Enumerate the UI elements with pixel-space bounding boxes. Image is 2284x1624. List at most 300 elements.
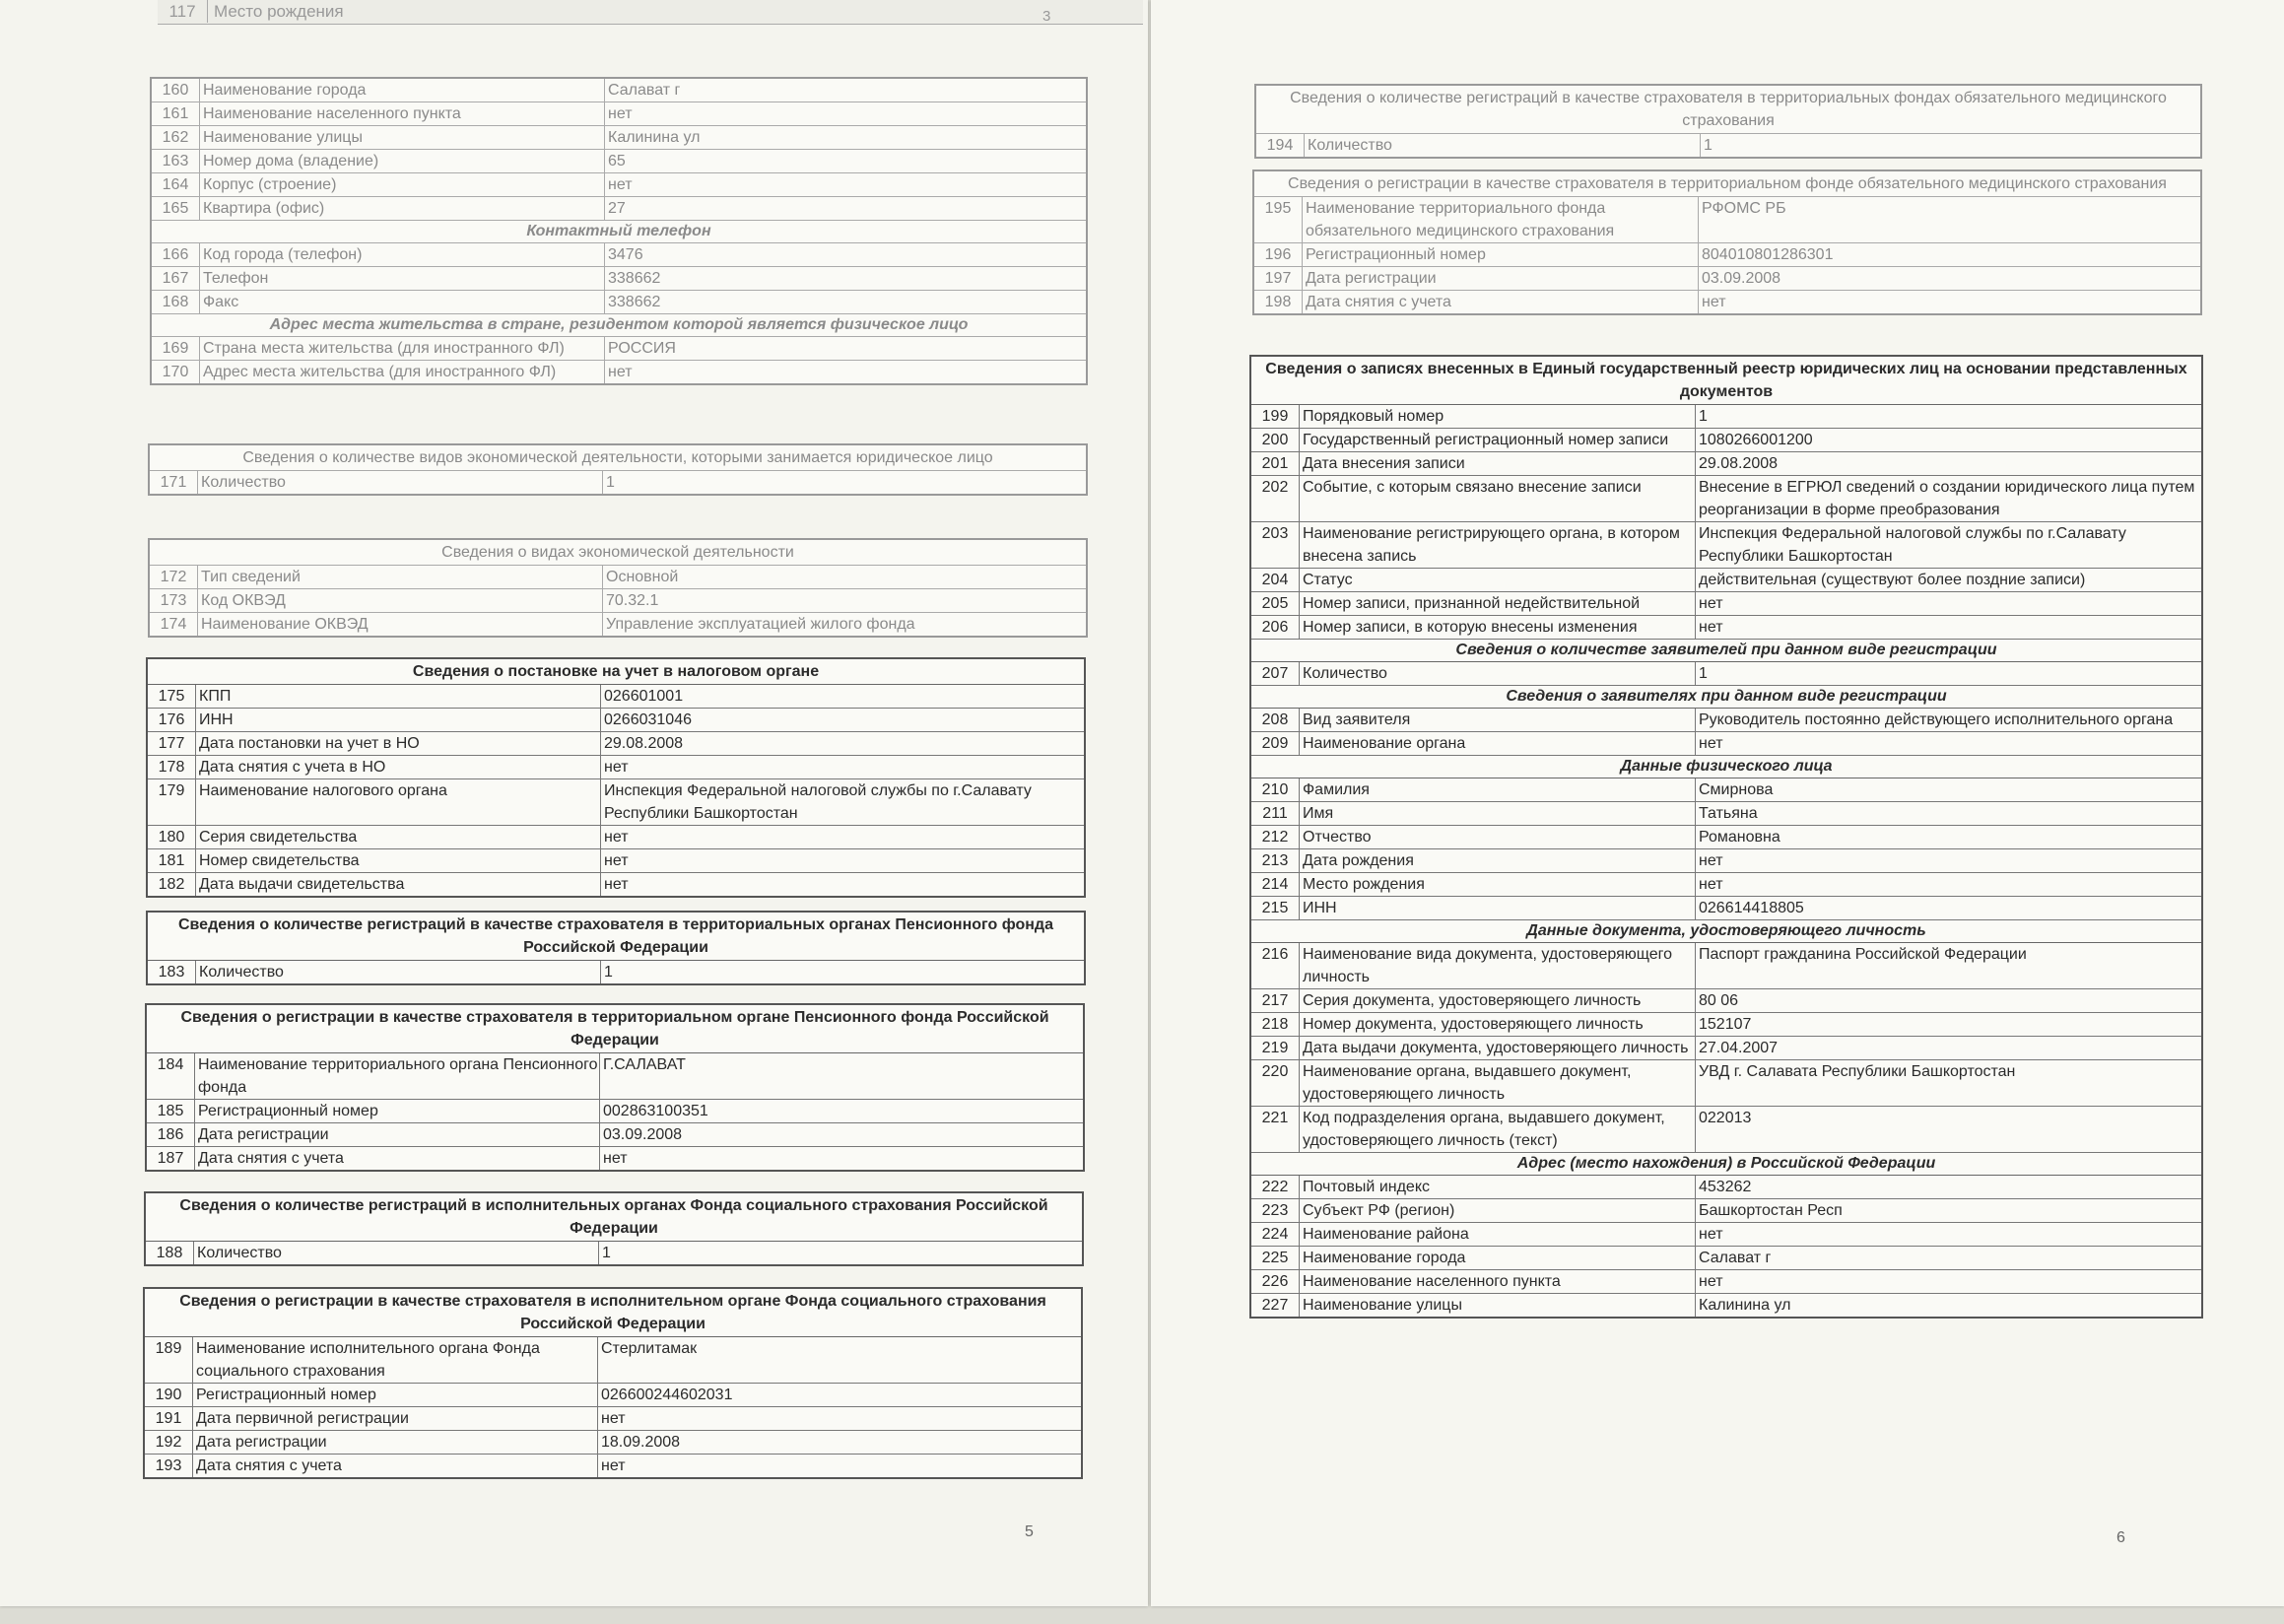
row-label: Телефон	[200, 267, 605, 290]
row-value: 026600244602031	[601, 1387, 733, 1403]
row-value: нет	[603, 1150, 628, 1167]
row-number: 177	[148, 732, 196, 755]
row-value: 18.09.2008	[601, 1434, 681, 1451]
row-value: 1080266001200	[1699, 432, 1813, 448]
table-row	[148, 849, 1084, 873]
section-tax	[146, 657, 1086, 898]
row-value: 80 06	[1699, 992, 1739, 1009]
row-value: 026614418805	[1699, 900, 1804, 916]
table-row	[148, 756, 1084, 779]
row-label: Наименование улицы	[1300, 1294, 1696, 1317]
row-value: нет	[604, 759, 629, 776]
section-fss	[143, 1287, 1083, 1479]
row-value: 29.08.2008	[604, 735, 684, 752]
row-number: 207	[1251, 662, 1300, 685]
row-number: 188	[146, 1242, 194, 1264]
section-pfr-count	[146, 911, 1086, 985]
row-number: 214	[1251, 873, 1300, 896]
row-value: 1	[1699, 665, 1708, 682]
row-number: 193	[145, 1455, 193, 1477]
row-number: 199	[1251, 405, 1300, 428]
row-label: Вид заявителя	[1300, 709, 1696, 731]
row-label: Субъект РФ (регион)	[1300, 1199, 1696, 1222]
row-number: 162	[152, 126, 200, 149]
row-label: Количество	[1300, 662, 1696, 685]
row-number: 187	[147, 1147, 195, 1170]
row-number: 208	[1251, 709, 1300, 731]
row-number: 220	[1251, 1060, 1300, 1106]
row-value: Руководитель постоянно действующего исполнительного органа	[1699, 711, 2174, 728]
row-value: Внесение в ЕГРЮЛ сведений о создании юридического лица путем реорганизации в форме преобразования	[1699, 479, 2195, 518]
table-row	[152, 337, 1086, 361]
row-value: Основной	[606, 569, 679, 585]
row-value: нет	[601, 1457, 626, 1474]
row-label: Регистрационный номер	[193, 1384, 598, 1406]
table-row	[152, 361, 1086, 383]
table-row	[1251, 1037, 2201, 1060]
row-number: 164	[152, 173, 200, 196]
subsection-title: Адрес (место нахождения) в Российской Федерации	[1251, 1153, 2201, 1176]
right-page	[1151, 0, 2284, 1606]
table-row	[152, 150, 1086, 173]
row-label: Количество	[194, 1242, 599, 1264]
row-number: 217	[1251, 989, 1300, 1012]
section-title: Сведения о количестве видов экономической деятельности, которыми занимается юридическое лицо	[150, 445, 1086, 471]
section-title: Сведения о количестве регистраций в качестве страхователя в территориальных органах Пенсионного фонда Российской Федерации	[148, 913, 1084, 961]
row-number: 182	[148, 873, 196, 896]
row-value: нет	[1699, 1226, 1723, 1243]
table-row	[1251, 873, 2201, 897]
row-label: Наименование органа	[1300, 732, 1696, 755]
row-value: Смирнова	[1699, 781, 1774, 798]
row-number: 185	[147, 1100, 195, 1122]
row-value: 338662	[608, 270, 661, 287]
section-egrul	[1249, 355, 2203, 1319]
row-value: нет	[608, 105, 633, 122]
row-value: нет	[608, 176, 633, 193]
row-number: 225	[1251, 1247, 1300, 1269]
row-number: 189	[145, 1337, 193, 1383]
subsection-title: Адрес места жительства в стране, резидентом которой является физическое лицо	[152, 314, 1086, 337]
table-row	[1251, 943, 2201, 989]
row-value: Калинина ул	[608, 129, 701, 146]
row-number: 167	[152, 267, 200, 290]
row-label: Серия свидетельства	[196, 826, 601, 848]
row-value: 1	[602, 1245, 611, 1261]
row-number: 180	[148, 826, 196, 848]
table-row	[1251, 778, 2201, 802]
table-row	[152, 197, 1086, 221]
row-label: Дата снятия с учета	[193, 1455, 598, 1477]
table-row	[145, 1407, 1081, 1431]
row-label: Номер документа, удостоверяющего личность	[1300, 1013, 1696, 1036]
section-addr-cont	[150, 77, 1088, 385]
row-label: Наименование исполнительного органа Фонда социального страхования	[193, 1337, 598, 1383]
row-number: 227	[1251, 1294, 1300, 1317]
table-row	[152, 79, 1086, 102]
table-row	[1251, 1060, 2201, 1107]
table-row	[152, 291, 1086, 314]
row-value: 338662	[608, 294, 661, 310]
row-label: Отчество	[1300, 826, 1696, 848]
row-label: Государственный регистрационный номер записи	[1300, 429, 1696, 451]
table-row	[1251, 897, 2201, 920]
row-label: Адрес места жительства (для иностранного ФЛ)	[200, 361, 605, 383]
table-row	[147, 1100, 1083, 1123]
table-row	[145, 1455, 1081, 1477]
table-row	[150, 471, 1086, 494]
row-number: 179	[148, 779, 196, 825]
table-row	[1251, 452, 2201, 476]
table-row	[148, 961, 1084, 983]
table-row	[1251, 826, 2201, 849]
table-row	[1251, 405, 2201, 429]
row-number: 176	[148, 709, 196, 731]
table-row	[1251, 1270, 2201, 1294]
row-label: Статус	[1300, 569, 1696, 591]
row-value: 453262	[1699, 1179, 1752, 1195]
row-number: 186	[147, 1123, 195, 1146]
row-number: 203	[1251, 522, 1300, 568]
table-row	[1251, 522, 2201, 569]
subsection-title: Контактный телефон	[152, 221, 1086, 243]
section-title: Сведения о регистрации в качестве страхователя в исполнительном органе Фонда социального страхования Российской Федерации	[145, 1289, 1081, 1337]
table-row	[1251, 802, 2201, 826]
row-number: 183	[148, 961, 196, 983]
row-value: 152107	[1699, 1016, 1752, 1033]
row-value: нет	[604, 876, 629, 893]
section-title: Сведения о количестве регистраций в качестве страхователя в территориальных фондах обязательного медицинского страхования	[1256, 86, 2200, 134]
row-number: 172	[150, 566, 198, 588]
table-row	[147, 1053, 1083, 1100]
row-number: 204	[1251, 569, 1300, 591]
row-value: нет	[608, 364, 633, 380]
row-label: Событие, с которым связано внесение записи	[1300, 476, 1696, 521]
row-number: 205	[1251, 592, 1300, 615]
row-number: 221	[1251, 1107, 1300, 1152]
row-value: 1	[1704, 137, 1713, 154]
row-label: Регистрационный номер	[195, 1100, 600, 1122]
subsection-title: Сведения о количестве заявителей при данном виде регистрации	[1251, 640, 2201, 662]
row-label: Дата регистрации	[1303, 267, 1699, 290]
row-value: Салават г	[1699, 1250, 1772, 1266]
table-row	[148, 732, 1084, 756]
row-number: 166	[152, 243, 200, 266]
table-row	[152, 173, 1086, 197]
row-number: 216	[1251, 943, 1300, 988]
section-pfr	[145, 1003, 1085, 1172]
row-label: Наименование населенного пункта	[200, 102, 605, 125]
row-value: 1	[1699, 408, 1708, 425]
table-row	[1254, 291, 2200, 313]
section-okved-count	[148, 443, 1088, 496]
row-number: 209	[1251, 732, 1300, 755]
table-row	[145, 1384, 1081, 1407]
row-value: нет	[1699, 595, 1723, 612]
row-label: Наименование вида документа, удостоверяющего личность	[1300, 943, 1696, 988]
table-row	[1251, 849, 2201, 873]
row-value: Стерлитамак	[601, 1340, 698, 1357]
row-number: 215	[1251, 897, 1300, 919]
row-number: 170	[152, 361, 200, 383]
row-label: Дата первичной регистрации	[193, 1407, 598, 1430]
row-number: 211	[1251, 802, 1300, 825]
row-label: Факс	[200, 291, 605, 313]
row-label: Серия документа, удостоверяющего личность	[1300, 989, 1696, 1012]
row-label: Наименование территориального фонда обязательного медицинского страхования	[1303, 197, 1699, 242]
row-number: 224	[1251, 1223, 1300, 1246]
row-label: Дата регистрации	[193, 1431, 598, 1454]
row-value: 0266031046	[604, 711, 692, 728]
row-label: Дата снятия с учета	[1303, 291, 1699, 313]
section-foms-count	[1254, 84, 2202, 159]
table-row	[148, 779, 1084, 826]
row-number: 197	[1254, 267, 1303, 290]
page-number: 5	[1025, 1523, 1034, 1540]
section-title: Сведения о количестве регистраций в исполнительных органах Фонда социального страхования Российской Федерации	[146, 1193, 1082, 1242]
row-label: Количество	[198, 471, 603, 494]
row-value: 27	[608, 200, 626, 217]
row-label: Место рождения	[1300, 873, 1696, 896]
row-label: Номер свидетельства	[196, 849, 601, 872]
row-label: Наименование регистрирующего органа, в котором внесена запись	[1300, 522, 1696, 568]
row-label: Наименование территориального органа Пенсионного фонда	[195, 1053, 600, 1099]
row-label: Наименование ОКВЭД	[198, 613, 603, 636]
row-label: Почтовый индекс	[1300, 1176, 1696, 1198]
table-row	[1251, 662, 2201, 686]
row-value: нет	[1699, 1273, 1723, 1290]
row-value: 1	[604, 964, 613, 981]
row-value: УВД г. Салавата Республики Башкортостан	[1699, 1063, 2016, 1080]
row-label: Наименование населенного пункта	[1300, 1270, 1696, 1293]
table-row	[1251, 592, 2201, 616]
row-label: Регистрационный номер	[1303, 243, 1699, 266]
row-value: Калинина ул	[1699, 1297, 1791, 1314]
left-page	[0, 0, 1148, 1606]
row-value: 70.32.1	[606, 592, 659, 609]
row-value: Паспорт гражданина Российской Федерации	[1699, 946, 2027, 963]
row-label: Дата выдачи документа, удостоверяющего личность	[1300, 1037, 1696, 1059]
row-label: Номер записи, в которую внесены изменения	[1300, 616, 1696, 639]
row-number: 117	[158, 0, 208, 23]
row-number: 194	[1256, 134, 1305, 157]
row-label: Номер записи, признанной недействительной	[1300, 592, 1696, 615]
row-number: 201	[1251, 452, 1300, 475]
row-number: 222	[1251, 1176, 1300, 1198]
row-value: нет	[1699, 735, 1723, 752]
row-value: 27.04.2007	[1699, 1040, 1779, 1056]
table-row	[1251, 1294, 2201, 1317]
subsection-title: Данные физического лица	[1251, 756, 2201, 778]
page-number: 6	[2116, 1529, 2125, 1546]
row-number: 174	[150, 613, 198, 636]
table-row	[1251, 732, 2201, 756]
row-label: Дата снятия с учета в НО	[196, 756, 601, 778]
subsection-title: Сведения о заявителях при данном виде регистрации	[1251, 686, 2201, 709]
row-value: 1	[606, 474, 615, 491]
row-number: 210	[1251, 778, 1300, 801]
row-number: 219	[1251, 1037, 1300, 1059]
table-row	[145, 1337, 1081, 1384]
table-row	[1251, 1107, 2201, 1153]
row-label: Фамилия	[1300, 778, 1696, 801]
subsection-title: Данные документа, удостоверяющего личность	[1251, 920, 2201, 943]
row-number: 218	[1251, 1013, 1300, 1036]
row-value: Инспекция Федеральной налоговой службы по г.Салавату Республики Башкортостан	[604, 782, 1032, 822]
row-label: Наименование улицы	[200, 126, 605, 149]
row-number: 191	[145, 1407, 193, 1430]
row-number: 195	[1254, 197, 1303, 242]
table-row	[1251, 1199, 2201, 1223]
row-number: 192	[145, 1431, 193, 1454]
table-row	[152, 267, 1086, 291]
row-value: 03.09.2008	[603, 1126, 683, 1143]
row-label: Номер дома (владение)	[200, 150, 605, 172]
row-label: Тип сведений	[198, 566, 603, 588]
row-label: Квартира (офис)	[200, 197, 605, 220]
row-value: 65	[608, 153, 626, 169]
section-fss-count	[144, 1191, 1084, 1266]
row-label: Наименование района	[1300, 1223, 1696, 1246]
row-number: 175	[148, 685, 196, 708]
row-number: 213	[1251, 849, 1300, 872]
row-label: Количество	[1305, 134, 1701, 157]
row-number: 226	[1251, 1270, 1300, 1293]
section-title: Сведения о регистрации в качестве страхователя в территориальном органе Пенсионного фонда Российской Федерации	[147, 1005, 1083, 1053]
row-label: Место рождения	[214, 2, 344, 21]
table-row	[1251, 476, 2201, 522]
row-label: ИНН	[196, 709, 601, 731]
row-label: Порядковый номер	[1300, 405, 1696, 428]
table-row	[1254, 197, 2200, 243]
row-value: 29.08.2008	[1699, 455, 1779, 472]
section-title: Сведения о регистрации в качестве страхователя в территориальном фонде обязательного медицинского страхования	[1254, 171, 2200, 197]
row-label: Корпус (строение)	[200, 173, 605, 196]
row-label: Страна места жительства (для иностранного ФЛ)	[200, 337, 605, 360]
row-number: 198	[1254, 291, 1303, 313]
row-number: 168	[152, 291, 200, 313]
table-row	[147, 1147, 1083, 1170]
row-value: Г.САЛАВАТ	[603, 1056, 686, 1073]
row-label: ИНН	[1300, 897, 1696, 919]
row-label: Дата рождения	[1300, 849, 1696, 872]
table-row	[152, 126, 1086, 150]
table-row	[1251, 1223, 2201, 1247]
row-number: 223	[1251, 1199, 1300, 1222]
row-label: Наименование города	[1300, 1247, 1696, 1269]
table-row	[1251, 709, 2201, 732]
row-value: 804010801286301	[1702, 246, 1834, 263]
row-value: Салават г	[608, 82, 681, 99]
table-row	[150, 589, 1086, 613]
row-number: 178	[148, 756, 196, 778]
row-number: 169	[152, 337, 200, 360]
row-value: нет	[604, 829, 629, 846]
row-value: действительная (существуют более поздние записи)	[1699, 572, 2086, 588]
table-row	[148, 709, 1084, 732]
row-value: нет	[1699, 619, 1723, 636]
row-number: 212	[1251, 826, 1300, 848]
table-row	[1254, 243, 2200, 267]
row-value: Управление эксплуатацией жилого фонда	[606, 616, 915, 633]
row-label: Дата снятия с учета	[195, 1147, 600, 1170]
row-number: 196	[1254, 243, 1303, 266]
table-row	[1251, 1013, 2201, 1037]
row-value: 03.09.2008	[1702, 270, 1781, 287]
row-value: 026601001	[604, 688, 684, 705]
row-label: Дата выдачи свидетельства	[196, 873, 601, 896]
row-number: 206	[1251, 616, 1300, 639]
row-number: 163	[152, 150, 200, 172]
table-row	[150, 566, 1086, 589]
table-row	[1251, 1247, 2201, 1270]
row-label: Наименование органа, выдавшего документ, удостоверяющего личность	[1300, 1060, 1696, 1106]
table-row	[152, 243, 1086, 267]
row-value: нет	[1699, 852, 1723, 869]
row-number: 173	[150, 589, 198, 612]
row-number: 184	[147, 1053, 195, 1099]
row-number: 171	[150, 471, 198, 494]
row-label: Код города (телефон)	[200, 243, 605, 266]
row-number: 202	[1251, 476, 1300, 521]
table-row	[1254, 267, 2200, 291]
table-row	[146, 1242, 1082, 1264]
row-value: Татьяна	[1699, 805, 1758, 822]
row-label: Количество	[196, 961, 601, 983]
section-foms	[1252, 169, 2202, 315]
row-number: 165	[152, 197, 200, 220]
row-value: Инспекция Федеральной налоговой службы по г.Салавату Республики Башкортостан	[1699, 525, 2126, 565]
row-label: Имя	[1300, 802, 1696, 825]
section-title: Сведения о видах экономической деятельности	[150, 540, 1086, 566]
row-value: нет	[1699, 876, 1723, 893]
table-row	[1251, 1176, 2201, 1199]
section-title: Сведения о записях внесенных в Единый государственный реестр юридических лиц на основании представленных документов	[1251, 357, 2201, 405]
previous-page-number: 3	[1042, 8, 1051, 25]
row-label: Код ОКВЭД	[198, 589, 603, 612]
row-value: 002863100351	[603, 1103, 708, 1119]
row-number: 181	[148, 849, 196, 872]
row-number: 161	[152, 102, 200, 125]
row-value: Башкортостан Респ	[1699, 1202, 1843, 1219]
table-row	[1251, 569, 2201, 592]
section-okved	[148, 538, 1088, 638]
row-value: РОССИЯ	[608, 340, 676, 357]
table-row	[147, 1123, 1083, 1147]
table-row	[148, 873, 1084, 896]
previous-page-strip	[158, 0, 1143, 25]
table-row	[145, 1431, 1081, 1455]
row-value: РФОМС РБ	[1702, 200, 1786, 217]
row-label: Дата регистрации	[195, 1123, 600, 1146]
table-row	[1251, 989, 2201, 1013]
row-number: 190	[145, 1384, 193, 1406]
table-row	[1256, 134, 2200, 157]
table-row	[152, 102, 1086, 126]
row-number: 200	[1251, 429, 1300, 451]
table-row	[148, 685, 1084, 709]
row-label: Код подразделения органа, выдавшего документ, удостоверяющего личность (текст)	[1300, 1107, 1696, 1152]
row-value: 3476	[608, 246, 643, 263]
row-number: 160	[152, 79, 200, 102]
row-value: 022013	[1699, 1110, 1752, 1126]
row-label: Наименование налогового органа	[196, 779, 601, 825]
row-label: Наименование города	[200, 79, 605, 102]
row-value: Романовна	[1699, 829, 1780, 846]
row-value: нет	[604, 852, 629, 869]
table-row	[1251, 429, 2201, 452]
table-row	[150, 613, 1086, 636]
